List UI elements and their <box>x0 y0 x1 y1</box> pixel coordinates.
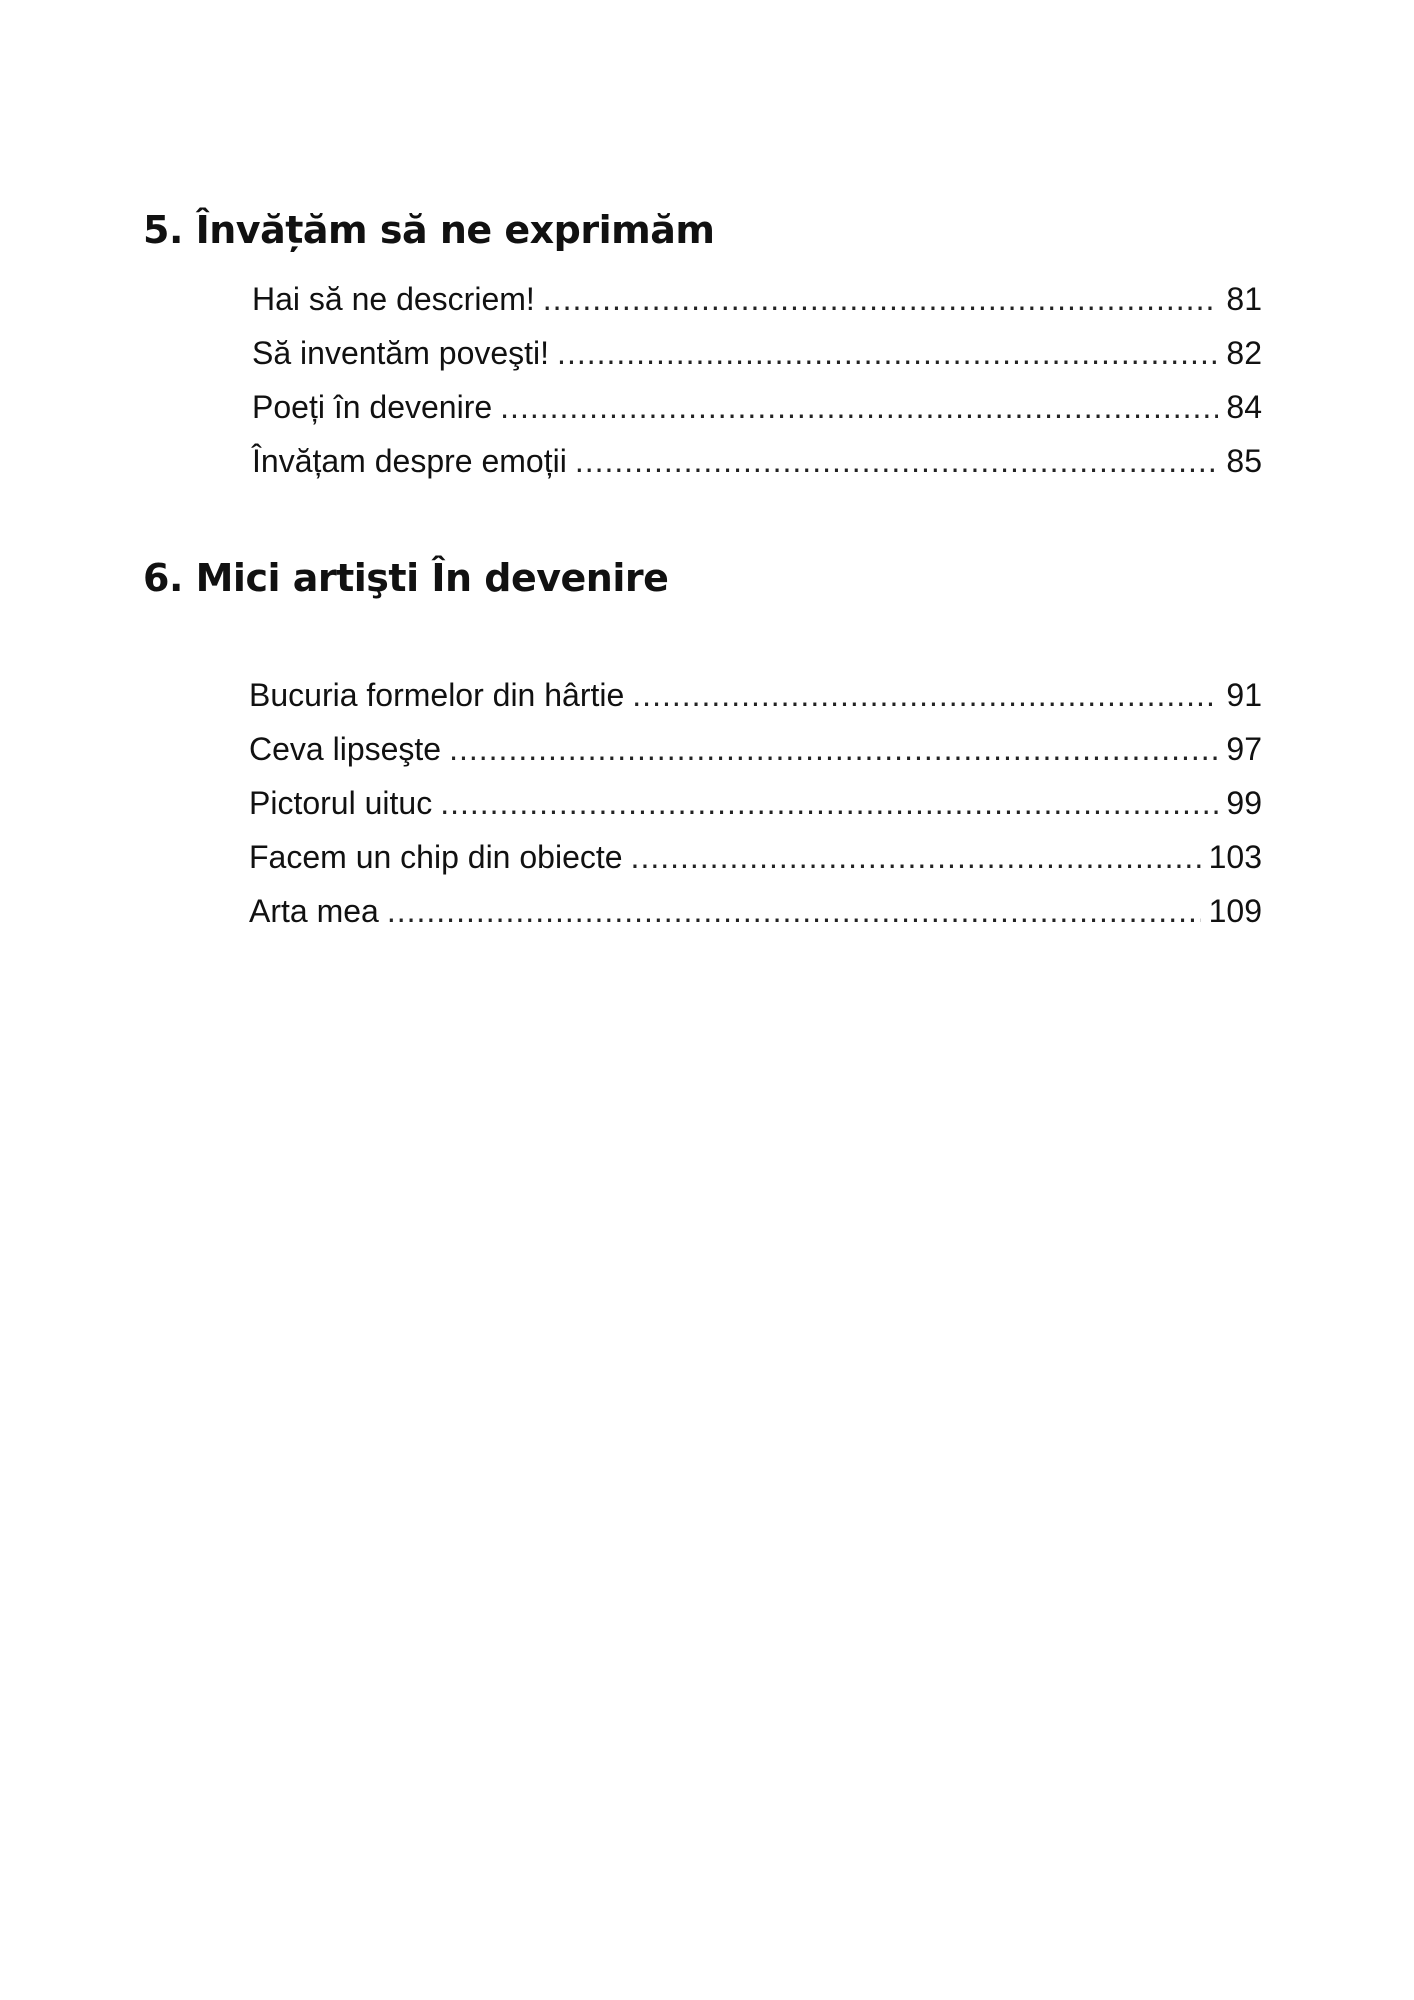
section-title: 5. Învățăm să ne exprimăm <box>143 208 715 252</box>
toc-entry <box>249 668 1262 722</box>
dot-leader <box>500 380 1218 434</box>
toc-entry-title: Hai să ne descriem! <box>252 281 535 317</box>
toc-entry-title: Să inventăm poveşti! <box>252 335 550 371</box>
toc-entry-title: Poeți în devenire <box>252 389 493 425</box>
toc-entry-list <box>143 668 1263 938</box>
toc-entry <box>249 776 1262 830</box>
toc-entry <box>252 272 1262 326</box>
toc-entry-page-number: 109 <box>1208 893 1262 929</box>
dot-leader <box>449 722 1218 776</box>
toc-entry <box>249 830 1262 884</box>
toc-entry-page-number: 97 <box>1226 731 1262 767</box>
toc-entry-page-number: 82 <box>1226 335 1262 371</box>
toc-entry <box>249 884 1262 938</box>
toc-entry-title: Bucuria formelor din hârtie <box>249 677 625 713</box>
toc-entry-title: Ceva lipseşte <box>249 731 442 767</box>
toc-entry-page-number: 99 <box>1226 785 1262 821</box>
dot-leader <box>575 434 1219 488</box>
toc-entry-page-number: 103 <box>1208 839 1262 875</box>
toc-section-6 <box>143 548 1263 938</box>
toc-entry <box>252 380 1262 434</box>
toc-entry-page-number: 81 <box>1226 281 1262 317</box>
toc-entry-title: Pictorul uituc <box>249 785 433 821</box>
toc-entry-title: Învățam despre emoții <box>252 443 567 479</box>
dot-leader <box>543 272 1219 326</box>
section-title: 6. Mici artişti În devenire <box>143 556 669 600</box>
toc-section-5 <box>143 200 1263 488</box>
toc-entry-title: Arta mea <box>249 893 379 929</box>
dot-leader <box>557 326 1218 380</box>
toc-entry <box>249 722 1262 776</box>
dot-leader <box>632 668 1218 722</box>
toc-entry <box>252 434 1262 488</box>
dot-leader <box>387 884 1201 938</box>
dot-leader <box>440 776 1218 830</box>
toc-entry <box>252 326 1262 380</box>
toc-entry-list <box>143 272 1263 488</box>
toc-entry-page-number: 85 <box>1226 443 1262 479</box>
dot-leader <box>631 830 1201 884</box>
toc-entry-page-number: 84 <box>1226 389 1262 425</box>
toc-entry-title: Facem un chip din obiecte <box>249 839 623 875</box>
toc-entry-page-number: 91 <box>1226 677 1262 713</box>
